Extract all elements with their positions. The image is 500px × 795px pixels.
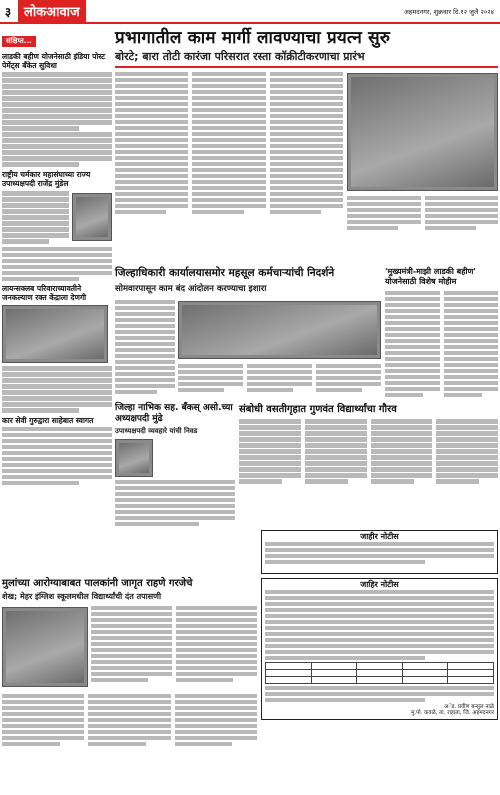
subheadline-story4: उपाध्यक्षपदी व्यवहारे यांची निवड [115,426,198,435]
notice-table [265,662,494,684]
page-number: ३ [4,4,12,19]
headline-story5: संबोधी वसतीगृहात गुणवंत विद्यार्थ्यांचा गौरव [239,403,397,415]
notice-signatory: अॅड. प्रवीण बन्सुल नाळे [443,704,494,710]
headline-left-2: राष्ट्रीय चर्मकार महासंघाच्या राज्य उपाध्यक्षपदी राजेंद्र मुंडेल [2,169,91,188]
headline-story2: जिल्हाधिकारी कार्यालयासमोर महसूल कर्मचाऱ्यांची निदर्शने [115,267,335,279]
section-label: संक्षिप्त... [2,36,36,47]
headline-story3: 'मुख्यमंत्री-माझी लाडकी बहीण' योजनेसाठी विशेष मोहीम [385,267,476,286]
donation-photo [2,305,108,363]
portrait-photo-2 [115,439,153,477]
notice-address: मु.पो. कवळे, ता. राहाता, जि. अहमदनगर [411,710,494,716]
banner-headline: प्रभागातील काम मार्गी लावण्याचा प्रयत्न सुरु [115,28,391,48]
subheadline-story6: शेख; मेहर इंग्लिश स्कूलमधील विद्यार्थ्यांची दंत तपासणी [2,592,162,601]
subheadline-story2: सोमवारपासून काम बंद आंदोलन करण्याचा इशारा [115,284,267,294]
dateline: अहमदनगर, शुक्रवार दि.१२ जुलै २०२४ [403,8,494,16]
protest-photo [178,301,381,359]
notice-title: जाहिर नोटीस [360,580,399,589]
body-text-left-1 [2,72,112,167]
public-notice-1 [261,578,498,720]
portrait-photo [72,193,112,241]
lead-photo [347,73,498,191]
body-text-left-2 [2,190,69,246]
lead-story-body [115,70,343,265]
headline-left-1: लाडकी बहीण योजनेसाठी इंडिया पोस्ट पेमेंट्स बँकेत सुविधा [2,52,105,70]
headline-story4: जिल्हा नाभिक सह. बँकस् असो.च्या अध्यक्षपदी मुंढे [115,402,233,424]
newspaper-logo: लोकआवाज [18,0,86,22]
headline-left-4: कार सेवी गुरुद्वारा साहेबात स्वागत [2,415,94,425]
notice-title-2: जाहीर नोटीस [360,532,399,541]
notice-box-2 [261,530,498,574]
masthead [0,0,500,24]
headline-left-3: लायन्सक्लब परिवाराच्यावतीने जनकल्याण रक्त केंद्राला देणगी [2,284,87,302]
school-photo [2,607,88,687]
headline-story6: मुलांच्या आरोग्याबाबत पालकांनी जागृत राहणे गरजेचे [2,578,193,589]
main-area [115,28,498,528]
banner-subheadline: बोरटे; बारा तोटी कारंजा परिसरात रस्ता कॉक्रीटीकरणाचा प्रारंभ [115,50,365,63]
